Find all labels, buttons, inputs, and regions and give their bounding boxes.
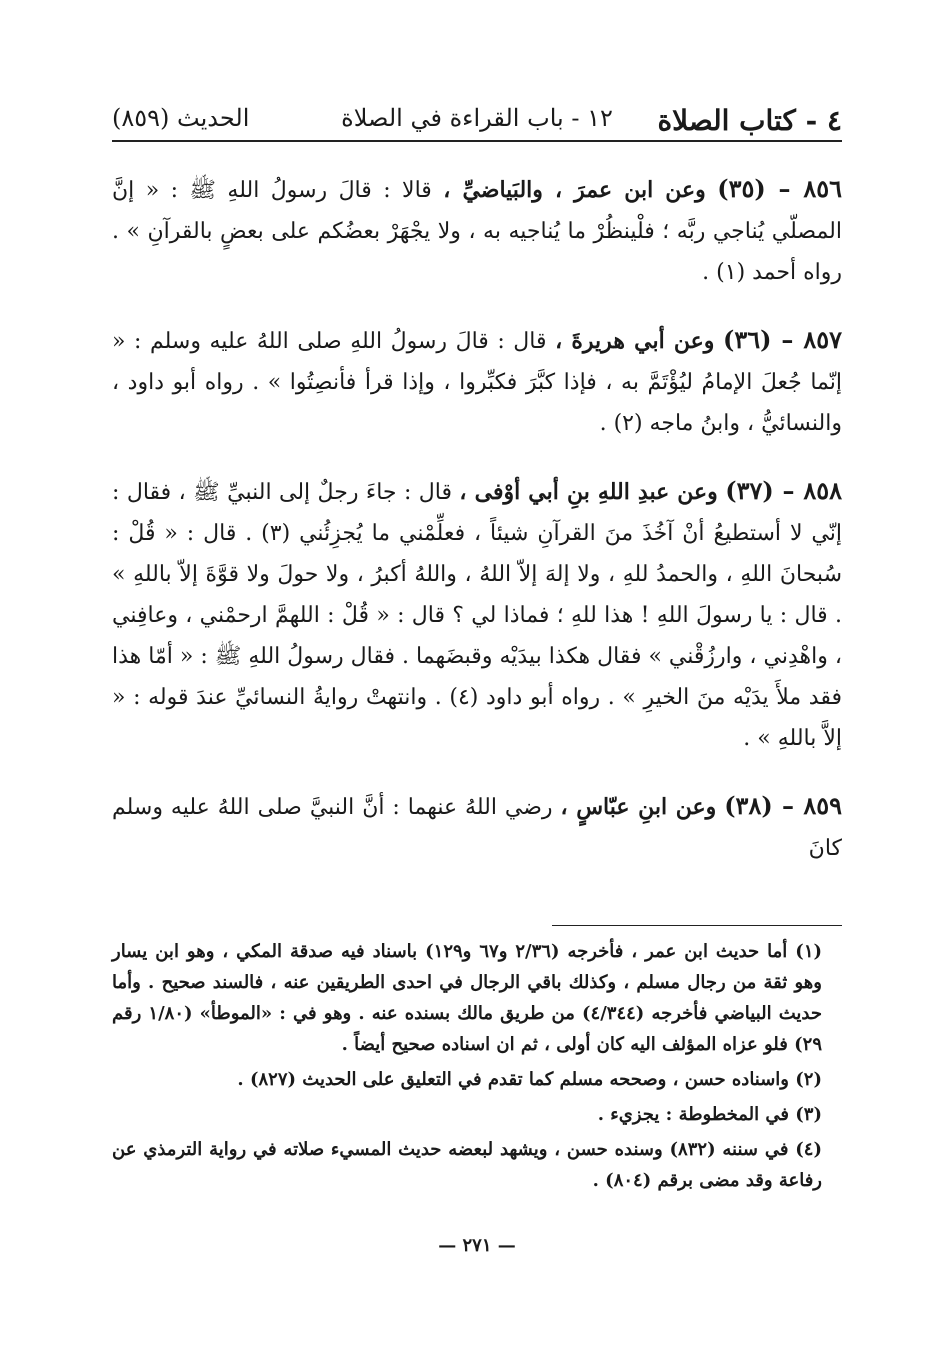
page	[112, 100, 842, 1256]
book-title: ٤ - كتاب الصلاة	[657, 104, 842, 137]
hadith-number: ٨٥٨ – (٣٧)	[725, 476, 842, 505]
hadith-text: رضي اللهُ عنهما : أنَّ النبيَّ صلى اللهُ عليه وسلم كانَ	[112, 795, 842, 861]
hadith-number: ٨٥٦ – (٣٥)	[717, 174, 842, 203]
hadith-paragraph	[112, 785, 842, 869]
hadith-number: ٨٥٧ – (٣٦)	[723, 325, 842, 354]
hadith-narrator: وعن ابن عمرَ ، والبَياضيِّ ،	[443, 177, 706, 203]
page-number: — ٢٧١ —	[438, 1235, 516, 1256]
hadith-859	[112, 785, 842, 869]
footnotes	[112, 925, 842, 1200]
hadith-858	[112, 470, 842, 759]
hadith-857	[112, 319, 842, 444]
hadith-number: ٨٥٩ – (٣٨)	[724, 791, 842, 820]
hadith-narrator: وعن أبي هريرةَ ،	[555, 328, 715, 354]
footnote-3: (٣) في المخطوطة : يجزيء .	[597, 1104, 822, 1125]
footnote-4: (٤) في سننه (٨٣٢) وسنده حسن ، ويشهد لبعضه حديث المسيء صلاته في رواية الترمذي عن رفاعة وقد مضى برقم (٨٠٤) .	[112, 1139, 822, 1191]
footnote-1: (١) أما حديث ابن عمر ، فأخرجه (٢/٣٦ و٦٧ و١٢٩) باسناد فيه صدقة المكي ، وهو ابن يسار وهو ثقة من رجال مسلم ، وكذلك باقي الرجال في احدى الطريقين عنه ، فالسند صحيح . وأما حديث البياضي فأخرجه (٤/٣٤٤) من طريق مالك بسنده عنه . وهو في : «الموطأ» (١/٨٠ رقم ٢٩) فلو عزاه المؤلف اليه كان أولى ، ثم ان اسناده صحيح أيضاً .	[112, 941, 823, 1055]
hadith-paragraph	[112, 168, 842, 293]
footnote-2: (٢) واسناده حسن ، وصححه مسلم كما تقدم في التعليق على الحديث (٨٢٧) .	[237, 1069, 822, 1090]
hadith-narrator: وعن عبدِ اللهِ بنِ أبي أوْفى ،	[459, 479, 718, 505]
hadith-narrator: وعن ابنِ عبّاسٍ ،	[560, 794, 717, 820]
hadith-reference: الحديث (٨٥٩)	[112, 104, 250, 132]
footnote-divider	[552, 925, 842, 926]
hadith-paragraph	[112, 319, 842, 444]
hadith-text: قالا : قالَ رسولُ اللهِ ﷺ : « إنَّ المصلّي يُناجي ربَّه ؛ فلْينظُرْ ما يُناجيه به ، ولا يجْهَرْ بعضُكم على بعضٍ بالقرآنِ » . رواه أحمد (١) .	[112, 178, 842, 285]
hadith-856	[112, 168, 842, 293]
hadith-text: قال : جاءَ رجلٌ إلى النبيِّ ﷺ ، فقال : إنّي لا أستطيعُ أنْ آخُذَ منَ القرآنِ شيئاً ، فعلِّمْني ما يُجزِئُني (٣) . قال : « قُلْ : سُبحانَ اللهِ ، والحمدُ للهِ ، ولا إلهَ إلاّ اللهُ ، واللهُ أكبرُ ، ولا حولَ ولا قوَّةَ إلاّ باللهِ » . قال : يا رسولَ اللهِ ! هذا للهِ ؛ فماذا لي ؟ قال : « قُلْ : اللهمَّ ارحمْني ، وعافِني ، واهْدِني ، وارزُقْني » فقال هكذا بيدَيْه وقبضَهما . فقال رسولُ اللهِ ﷺ : « أمّا هذا فقد ملأَ يدَيْه منَ الخيرِ » . رواه أبو داود (٤) . وانتهتْ روايةُ النسائيِّ عندَ قوله : « إلاَّ باللهِ » .	[112, 480, 842, 751]
chapter-title: ١٢ - باب القراءة في الصلاة	[341, 104, 613, 132]
hadith-text: قال : قالَ رسولُ اللهِ صلى اللهُ عليه وسلم : « إنّما جُعلَ الإمامُ ليُؤْتَمَّ به ، فإذا كبَّرَ فكبِّروا ، وإذا قرأ فأنصِتُوا » . رواه أبو داود ، والنسائيُّ ، وابنُ ماجه (٢) .	[112, 329, 842, 436]
running-header	[112, 100, 842, 142]
hadith-paragraph	[112, 470, 842, 759]
